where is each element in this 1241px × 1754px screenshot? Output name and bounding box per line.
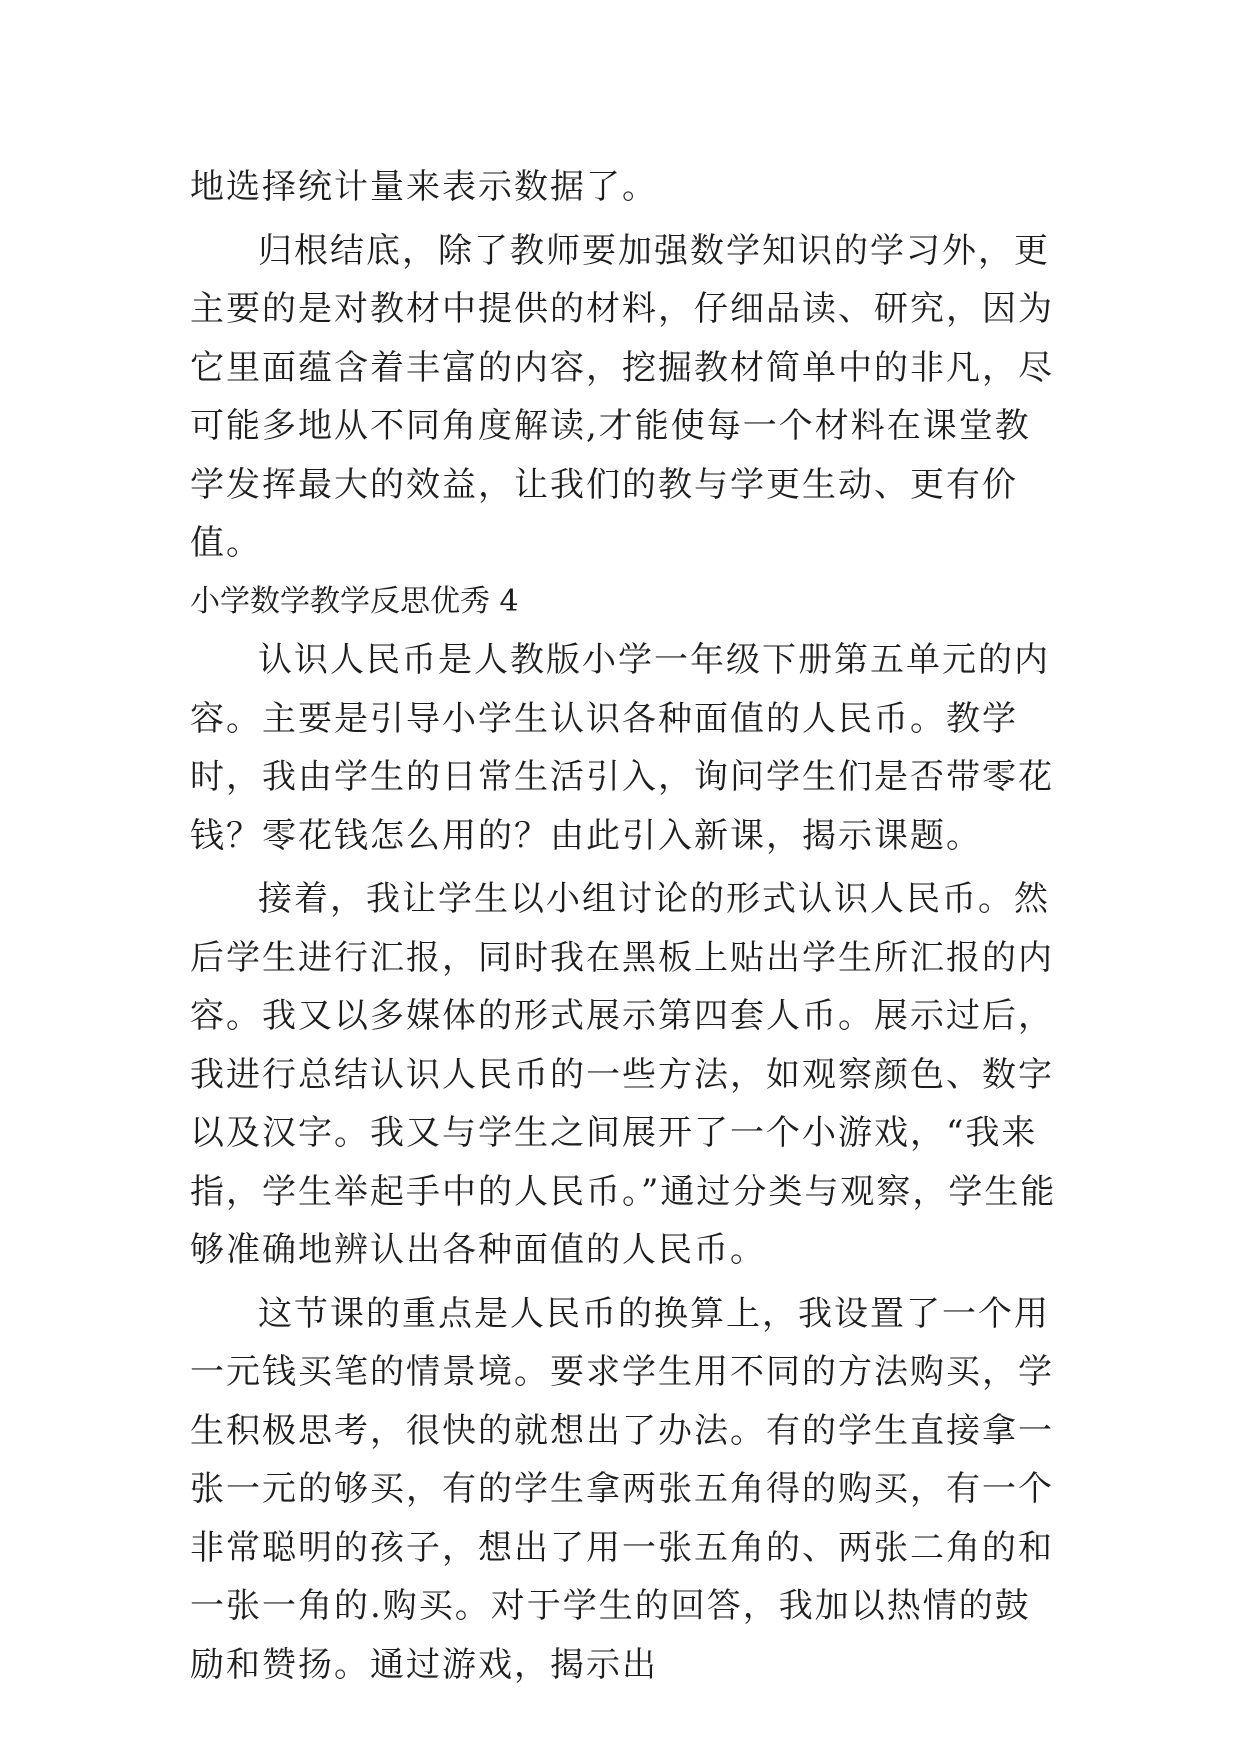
paragraph-conclusion: 归根结底，除了教师要加强数学知识的学习外，更主要的是对教材中提供的材料，仔细品读、研究，因为它里面蕴含着丰富的内容，挖掘教材简单中的非凡，尽可能多地从不同角度解读,才能使每一个材料在课堂教学发挥最大的效益，让我们的教与学更生动、更有价值。 xyxy=(190,230,1054,563)
document-body xyxy=(190,158,1060,1694)
paragraph-key-point: 这节课的重点是人民币的换算上，我设置了一个用一元钱买笔的情景境。要求学生用不同的方法购买，学生积极思考，很快的就想出了办法。有的学生直接拿一张一元的够买，有的学生拿两张五角得的购买，有一个非常聪明的孩子，想出了用一张五角的、两张二角的和一张一角的.购买。对于学生的回答，我加以热情的鼓励和赞扬。通过游戏，揭示出 xyxy=(190,1293,1054,1685)
paragraph-intro-rmb: 认识人民币是人教版小学一年级下册第五单元的内容。主要是引导小学生认识各种面值的人民币。教学时，我由学生的日常生活引入，询问学生们是否带零花钱？零花钱怎么用的？由此引入新课，揭示课题。 xyxy=(190,640,1054,856)
section-heading: 小学数学教学反思优秀 4 xyxy=(190,583,519,619)
paragraph-continuation: 地选择统计量来表示数据了。 xyxy=(190,167,658,207)
paragraph-group-discussion: 接着，我让学生以小组讨论的形式认识人民币。然后学生进行汇报，同时我在黑板上贴出学生所汇报的内容。我又以多媒体的形式展示第四套人币。展示过后，我进行总结认识人民币的一些方法，如观察颜色、数字以及汉字。我又与学生之间展开了一个小游戏，“我来指，学生举起手中的人民币。”通过分类与观察，学生能够准确地辨认出各种面值的人民币。 xyxy=(190,879,1057,1270)
